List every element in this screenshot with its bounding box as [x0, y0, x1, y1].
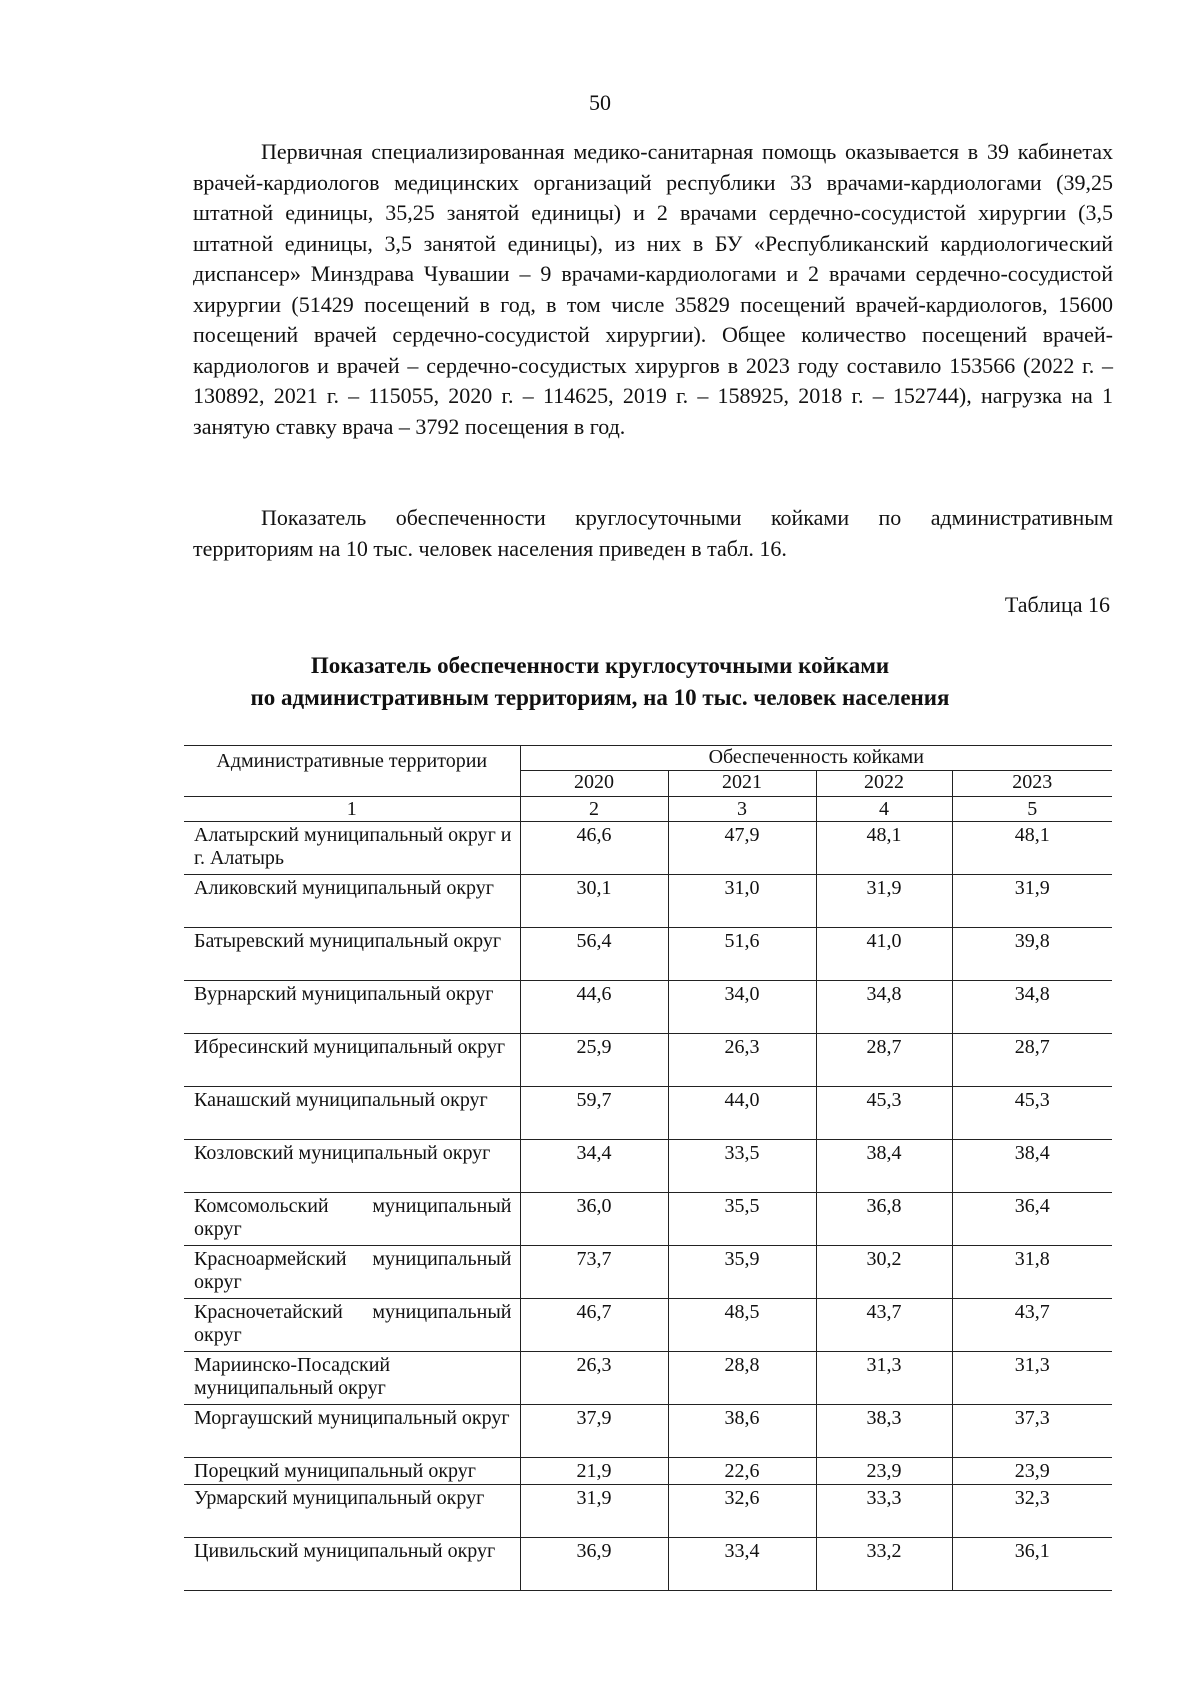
header-bed-provision: Обеспеченность койками [520, 746, 1112, 771]
value-2020: 46,6 [520, 822, 668, 875]
value-2021: 35,5 [668, 1193, 816, 1246]
territory-name: Аликовский муниципальный округ [184, 875, 520, 928]
territory-name: Моргаушский муниципальный округ [184, 1405, 520, 1458]
value-2021: 35,9 [668, 1246, 816, 1299]
table-row [184, 1458, 1112, 1485]
value-2023: 36,4 [952, 1193, 1112, 1246]
header-year-2020: 2020 [520, 771, 668, 797]
value-2021: 34,0 [668, 981, 816, 1034]
value-2020: 34,4 [520, 1140, 668, 1193]
table-caption: Таблица 16 [1004, 592, 1110, 617]
header-territory: Административные территории [184, 746, 520, 797]
value-2021: 51,6 [668, 928, 816, 981]
value-2023: 31,9 [952, 875, 1112, 928]
column-number-row [184, 797, 1112, 822]
table-title [0, 650, 1200, 714]
header-year-2022: 2022 [816, 771, 952, 797]
value-2022: 30,2 [816, 1246, 952, 1299]
value-2022: 41,0 [816, 928, 952, 981]
value-2020: 26,3 [520, 1352, 668, 1405]
value-2023: 31,3 [952, 1352, 1112, 1405]
value-2020: 56,4 [520, 928, 668, 981]
territory-name: Вурнарский муниципальный округ [184, 981, 520, 1034]
col-number: 1 [184, 797, 520, 822]
value-2023: 43,7 [952, 1299, 1112, 1352]
value-2021: 28,8 [668, 1352, 816, 1405]
territory-name: Комсомольский муниципальный округ [184, 1193, 520, 1246]
value-2020: 21,9 [520, 1458, 668, 1485]
col-number: 3 [668, 797, 816, 822]
value-2020: 37,9 [520, 1405, 668, 1458]
value-2020: 30,1 [520, 875, 668, 928]
header-year-2023: 2023 [952, 771, 1112, 797]
value-2021: 26,3 [668, 1034, 816, 1087]
value-2020: 25,9 [520, 1034, 668, 1087]
table-row [184, 1352, 1112, 1405]
value-2021: 32,6 [668, 1485, 816, 1538]
value-2020: 44,6 [520, 981, 668, 1034]
table-row [184, 1087, 1112, 1140]
table-row [184, 1034, 1112, 1087]
value-2021: 33,5 [668, 1140, 816, 1193]
value-2022: 48,1 [816, 822, 952, 875]
value-2021: 44,0 [668, 1087, 816, 1140]
table-row [184, 981, 1112, 1034]
table-title-line-2: по административным территориям, на 10 тыс. человек населения [250, 685, 950, 710]
territory-name: Ибресинский муниципальный округ [184, 1034, 520, 1087]
value-2022: 33,3 [816, 1485, 952, 1538]
col-number: 5 [952, 797, 1112, 822]
table-row [184, 1193, 1112, 1246]
col-number: 2 [520, 797, 668, 822]
value-2023: 48,1 [952, 822, 1112, 875]
value-2022: 23,9 [816, 1458, 952, 1485]
value-2021: 38,6 [668, 1405, 816, 1458]
value-2022: 43,7 [816, 1299, 952, 1352]
value-2022: 28,7 [816, 1034, 952, 1087]
territory-name: Канашский муниципальный округ [184, 1087, 520, 1140]
value-2021: 22,6 [668, 1458, 816, 1485]
value-2020: 31,9 [520, 1485, 668, 1538]
table-row [184, 1405, 1112, 1458]
table-row [184, 822, 1112, 875]
col-number: 4 [816, 797, 952, 822]
value-2023: 23,9 [952, 1458, 1112, 1485]
territory-name: Мариинско-Посадский муниципальный округ [184, 1352, 520, 1405]
table-row [184, 1246, 1112, 1299]
value-2023: 39,8 [952, 928, 1112, 981]
territory-name: Урмарский муниципальный округ [184, 1485, 520, 1538]
value-2020: 46,7 [520, 1299, 668, 1352]
value-2023: 28,7 [952, 1034, 1112, 1087]
value-2023: 34,8 [952, 981, 1112, 1034]
territory-name: Порецкий муниципальный округ [184, 1458, 520, 1485]
value-2023: 38,4 [952, 1140, 1112, 1193]
table-row [184, 1140, 1112, 1193]
value-2022: 45,3 [816, 1087, 952, 1140]
value-2022: 38,3 [816, 1405, 952, 1458]
territory-name: Цивильский муниципальный округ [184, 1538, 520, 1591]
page-number: 50 [589, 90, 611, 115]
value-2022: 31,3 [816, 1352, 952, 1405]
value-2022: 34,8 [816, 981, 952, 1034]
table-title-line-1: Показатель обеспеченности круглосуточными койками [310, 653, 890, 678]
territory-name: Алатырский муниципальный округ и г. Алатырь [184, 822, 520, 875]
territory-name: Батыревский муниципальный округ [184, 928, 520, 981]
value-2020: 59,7 [520, 1087, 668, 1140]
beds-table [184, 745, 1112, 1591]
table-row [184, 875, 1112, 928]
value-2020: 36,9 [520, 1538, 668, 1591]
territory-name: Козловский муниципальный округ [184, 1140, 520, 1193]
value-2023: 36,1 [952, 1538, 1112, 1591]
table-row [184, 1485, 1112, 1538]
value-2023: 37,3 [952, 1405, 1112, 1458]
table-row [184, 1538, 1112, 1591]
paragraph-cardiology-care: Первичная специализированная медико-санитарная помощь оказывается в 39 кабинетах врачей-кардиологов медицинских организаций республики 33 врачами-кардиологами (39,25 штатной единицы, 35,25 занятой единицы) и 2 врачами сердечно-сосудистой хирургии (3,5 штатной единицы, 3,5 занятой единицы), из них в БУ «Республиканский кардиологический диспансер» Минздрава Чувашии – 9 врачами-кардиологами и 2 врачами сердечно-сосудистой хирургии (51429 посещений в год, в том числе 35829 посещений врачей-кардиологов, 15600 посещений врачей сердечно-сосудистой хирургии). Общее количество посещений врачей-кардиологов и врачей – сердечно-сосудистых хирургов в 2023 году составило 153566 (2022 г. – 130892, 2021 г. – 115055, 2020 г. – 114625, 2019 г. – 158925, 2018 г. – 152744), нагрузка на 1 занятую ставку врача – 3792 посещения в год. [193, 139, 1113, 439]
value-2023: 32,3 [952, 1485, 1112, 1538]
value-2020: 36,0 [520, 1193, 668, 1246]
value-2022: 38,4 [816, 1140, 952, 1193]
value-2021: 47,9 [668, 822, 816, 875]
value-2021: 31,0 [668, 875, 816, 928]
territory-name: Красноармейский муниципальный округ [184, 1246, 520, 1299]
table-row [184, 928, 1112, 981]
value-2020: 73,7 [520, 1246, 668, 1299]
value-2022: 33,2 [816, 1538, 952, 1591]
territory-name: Красночетайский муниципальный округ [184, 1299, 520, 1352]
value-2023: 31,8 [952, 1246, 1112, 1299]
paragraph-table-intro: Показатель обеспеченности круглосуточными койками по административным территориям на 10 тыс. человек населения приведен в табл. 16. [193, 505, 1113, 561]
table-header-row-1 [184, 746, 1112, 771]
value-2022: 36,8 [816, 1193, 952, 1246]
table-row [184, 1299, 1112, 1352]
header-year-2021: 2021 [668, 771, 816, 797]
value-2021: 48,5 [668, 1299, 816, 1352]
value-2023: 45,3 [952, 1087, 1112, 1140]
value-2021: 33,4 [668, 1538, 816, 1591]
value-2022: 31,9 [816, 875, 952, 928]
